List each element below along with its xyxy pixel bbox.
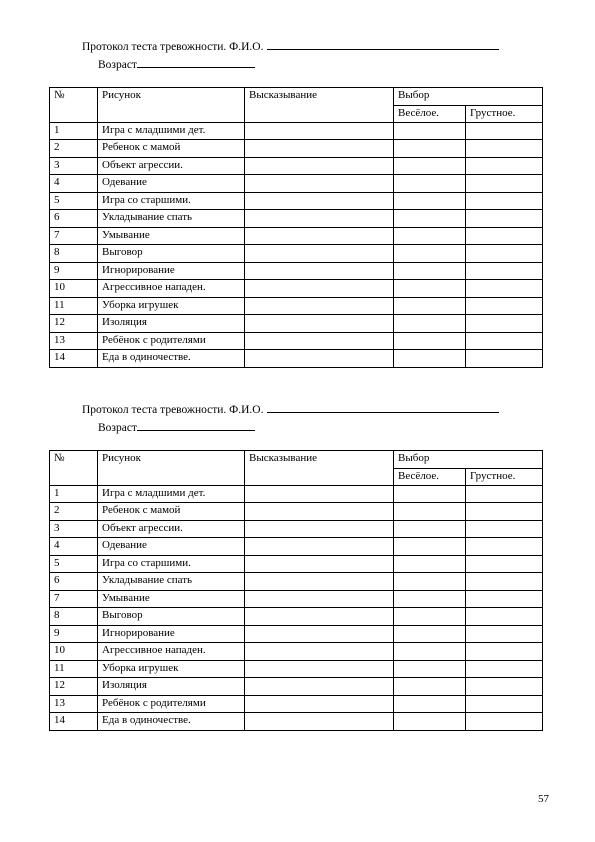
protocol-title: Протокол теста тревожности. Ф.И.О.	[82, 41, 264, 53]
row-sad-cell[interactable]	[466, 175, 543, 193]
row-number: 5	[50, 555, 98, 573]
row-sad-cell[interactable]	[466, 625, 543, 643]
row-cheerful-cell[interactable]	[394, 678, 466, 696]
row-cheerful-cell[interactable]	[394, 555, 466, 573]
table-row	[50, 245, 543, 263]
row-sad-cell[interactable]	[466, 590, 543, 608]
header-statement: Высказывание	[245, 88, 394, 123]
row-statement-cell[interactable]	[245, 262, 394, 280]
row-picture: Агрессивное нападен.	[98, 643, 245, 661]
row-cheerful-cell[interactable]	[394, 262, 466, 280]
row-statement-cell[interactable]	[245, 175, 394, 193]
row-picture: Игнорирование	[98, 625, 245, 643]
row-statement-cell[interactable]	[245, 280, 394, 298]
row-statement-cell[interactable]	[245, 350, 394, 368]
row-number: 8	[50, 245, 98, 263]
row-picture: Игра с младшими дет.	[98, 485, 245, 503]
row-sad-cell[interactable]	[466, 538, 543, 556]
row-number: 2	[50, 503, 98, 521]
row-statement-cell[interactable]	[245, 245, 394, 263]
table-row	[50, 332, 543, 350]
row-picture: Ребёнок с родителями	[98, 695, 245, 713]
row-number: 14	[50, 350, 98, 368]
row-number: 3	[50, 520, 98, 538]
row-cheerful-cell[interactable]	[394, 210, 466, 228]
row-sad-cell[interactable]	[466, 660, 543, 678]
row-number: 14	[50, 713, 98, 731]
row-cheerful-cell[interactable]	[394, 485, 466, 503]
row-number: 13	[50, 695, 98, 713]
row-cheerful-cell[interactable]	[394, 332, 466, 350]
protocol-title: Протокол теста тревожности. Ф.И.О.	[82, 404, 264, 416]
row-picture: Игра со старшими.	[98, 192, 245, 210]
row-sad-cell[interactable]	[466, 297, 543, 315]
age-blank-field[interactable]	[137, 56, 255, 68]
header-choice: Выбор	[394, 451, 543, 469]
page-number: 57	[538, 793, 549, 805]
table-row	[50, 315, 543, 333]
table-row	[50, 520, 543, 538]
protocol-table	[49, 87, 543, 368]
name-blank-field[interactable]	[267, 401, 499, 413]
row-cheerful-cell[interactable]	[394, 520, 466, 538]
row-cheerful-cell[interactable]	[394, 590, 466, 608]
row-sad-cell[interactable]	[466, 520, 543, 538]
row-picture: Игра с младшими дет.	[98, 122, 245, 140]
row-sad-cell[interactable]	[466, 643, 543, 661]
row-sad-cell[interactable]	[466, 245, 543, 263]
row-statement-cell[interactable]	[245, 122, 394, 140]
row-number: 1	[50, 122, 98, 140]
header-picture: Рисунок	[98, 88, 245, 123]
table-row	[50, 485, 543, 503]
table-row	[50, 643, 543, 661]
row-picture: Игнорирование	[98, 262, 245, 280]
name-blank-field[interactable]	[267, 38, 499, 50]
row-cheerful-cell[interactable]	[394, 315, 466, 333]
row-sad-cell[interactable]	[466, 608, 543, 626]
table-body	[50, 485, 543, 730]
row-picture: Объект агрессии.	[98, 157, 245, 175]
row-statement-cell[interactable]	[245, 660, 394, 678]
age-label: Возраст	[98, 422, 137, 434]
row-cheerful-cell[interactable]	[394, 503, 466, 521]
row-sad-cell[interactable]	[466, 140, 543, 158]
row-sad-cell[interactable]	[466, 227, 543, 245]
table-row	[50, 297, 543, 315]
protocol-title-line	[82, 401, 499, 417]
row-picture: Ребенок с мамой	[98, 503, 245, 521]
table-row	[50, 590, 543, 608]
row-sad-cell[interactable]	[466, 332, 543, 350]
age-label: Возраст	[98, 59, 137, 71]
row-number: 4	[50, 538, 98, 556]
row-number: 13	[50, 332, 98, 350]
row-number: 8	[50, 608, 98, 626]
row-statement-cell[interactable]	[245, 297, 394, 315]
row-cheerful-cell[interactable]	[394, 695, 466, 713]
row-number: 9	[50, 262, 98, 280]
table-row	[50, 713, 543, 731]
row-sad-cell[interactable]	[466, 315, 543, 333]
row-number: 12	[50, 315, 98, 333]
row-sad-cell[interactable]	[466, 695, 543, 713]
row-statement-cell[interactable]	[245, 695, 394, 713]
row-picture: Умывание	[98, 227, 245, 245]
row-statement-cell[interactable]	[245, 210, 394, 228]
row-number: 5	[50, 192, 98, 210]
row-statement-cell[interactable]	[245, 555, 394, 573]
row-number: 10	[50, 643, 98, 661]
row-cheerful-cell[interactable]	[394, 350, 466, 368]
table-row	[50, 538, 543, 556]
row-number: 9	[50, 625, 98, 643]
row-sad-cell[interactable]	[466, 555, 543, 573]
table-row	[50, 140, 543, 158]
header-num: №	[50, 451, 98, 486]
table-row	[50, 625, 543, 643]
row-statement-cell[interactable]	[245, 643, 394, 661]
row-picture: Одевание	[98, 175, 245, 193]
table-row	[50, 608, 543, 626]
protocol-table	[49, 450, 543, 731]
row-cheerful-cell[interactable]	[394, 122, 466, 140]
row-picture: Объект агрессии.	[98, 520, 245, 538]
row-cheerful-cell[interactable]	[394, 625, 466, 643]
row-picture: Еда в одиночестве.	[98, 713, 245, 731]
row-number: 6	[50, 573, 98, 591]
table-body	[50, 122, 543, 367]
table-row	[50, 695, 543, 713]
table-row	[50, 573, 543, 591]
row-cheerful-cell[interactable]	[394, 573, 466, 591]
row-statement-cell[interactable]	[245, 520, 394, 538]
row-picture: Еда в одиночестве.	[98, 350, 245, 368]
row-cheerful-cell[interactable]	[394, 713, 466, 731]
row-picture: Игра со старшими.	[98, 555, 245, 573]
row-picture: Укладывание спать	[98, 573, 245, 591]
row-picture: Уборка игрушек	[98, 660, 245, 678]
row-picture: Ребёнок с родителями	[98, 332, 245, 350]
row-sad-cell[interactable]	[466, 573, 543, 591]
row-statement-cell[interactable]	[245, 192, 394, 210]
row-number: 3	[50, 157, 98, 175]
header-statement: Высказывание	[245, 451, 394, 486]
table-row	[50, 660, 543, 678]
age-line	[98, 419, 255, 435]
header-choice: Выбор	[394, 88, 543, 106]
row-number: 1	[50, 485, 98, 503]
row-cheerful-cell[interactable]	[394, 608, 466, 626]
row-cheerful-cell[interactable]	[394, 192, 466, 210]
row-statement-cell[interactable]	[245, 573, 394, 591]
header-sad: Грустное.	[466, 105, 543, 122]
row-cheerful-cell[interactable]	[394, 227, 466, 245]
table-row	[50, 227, 543, 245]
row-number: 12	[50, 678, 98, 696]
row-picture: Уборка игрушек	[98, 297, 245, 315]
table-row	[50, 122, 543, 140]
table-row	[50, 280, 543, 298]
row-statement-cell[interactable]	[245, 538, 394, 556]
row-sad-cell[interactable]	[466, 713, 543, 731]
row-picture: Выговор	[98, 245, 245, 263]
row-number: 7	[50, 590, 98, 608]
row-cheerful-cell[interactable]	[394, 297, 466, 315]
row-statement-cell[interactable]	[245, 590, 394, 608]
row-number: 4	[50, 175, 98, 193]
row-picture: Выговор	[98, 608, 245, 626]
row-cheerful-cell[interactable]	[394, 157, 466, 175]
row-number: 7	[50, 227, 98, 245]
row-number: 6	[50, 210, 98, 228]
table-header-row	[50, 451, 543, 469]
row-number: 11	[50, 297, 98, 315]
row-cheerful-cell[interactable]	[394, 538, 466, 556]
row-number: 10	[50, 280, 98, 298]
row-sad-cell[interactable]	[466, 503, 543, 521]
row-picture: Изоляция	[98, 678, 245, 696]
row-statement-cell[interactable]	[245, 608, 394, 626]
age-blank-field[interactable]	[137, 419, 255, 431]
row-statement-cell[interactable]	[245, 157, 394, 175]
age-line	[98, 56, 255, 72]
header-cheerful: Весёлое.	[394, 468, 466, 485]
row-number: 11	[50, 660, 98, 678]
row-picture: Укладывание спать	[98, 210, 245, 228]
row-cheerful-cell[interactable]	[394, 140, 466, 158]
table-row	[50, 175, 543, 193]
row-sad-cell[interactable]	[466, 678, 543, 696]
row-cheerful-cell[interactable]	[394, 245, 466, 263]
row-statement-cell[interactable]	[245, 678, 394, 696]
table-row	[50, 157, 543, 175]
header-sad: Грустное.	[466, 468, 543, 485]
table-row	[50, 192, 543, 210]
row-sad-cell[interactable]	[466, 350, 543, 368]
header-cheerful: Весёлое.	[394, 105, 466, 122]
row-statement-cell[interactable]	[245, 315, 394, 333]
table-row	[50, 210, 543, 228]
table-row	[50, 555, 543, 573]
row-statement-cell[interactable]	[245, 227, 394, 245]
row-sad-cell[interactable]	[466, 192, 543, 210]
row-sad-cell[interactable]	[466, 157, 543, 175]
row-statement-cell[interactable]	[245, 332, 394, 350]
row-picture: Ребенок с мамой	[98, 140, 245, 158]
table-row	[50, 503, 543, 521]
table-row	[50, 678, 543, 696]
row-cheerful-cell[interactable]	[394, 660, 466, 678]
header-num: №	[50, 88, 98, 123]
row-statement-cell[interactable]	[245, 625, 394, 643]
table-row	[50, 350, 543, 368]
row-statement-cell[interactable]	[245, 713, 394, 731]
row-sad-cell[interactable]	[466, 280, 543, 298]
row-cheerful-cell[interactable]	[394, 643, 466, 661]
row-statement-cell[interactable]	[245, 503, 394, 521]
row-statement-cell[interactable]	[245, 485, 394, 503]
table-row	[50, 262, 543, 280]
row-picture: Умывание	[98, 590, 245, 608]
header-picture: Рисунок	[98, 451, 245, 486]
row-statement-cell[interactable]	[245, 140, 394, 158]
row-cheerful-cell[interactable]	[394, 175, 466, 193]
row-picture: Одевание	[98, 538, 245, 556]
row-number: 2	[50, 140, 98, 158]
row-picture: Изоляция	[98, 315, 245, 333]
row-picture: Агрессивное нападен.	[98, 280, 245, 298]
row-sad-cell[interactable]	[466, 485, 543, 503]
table-header-row	[50, 88, 543, 106]
row-cheerful-cell[interactable]	[394, 280, 466, 298]
row-sad-cell[interactable]	[466, 122, 543, 140]
protocol-title-line	[82, 38, 499, 54]
row-sad-cell[interactable]	[466, 262, 543, 280]
row-sad-cell[interactable]	[466, 210, 543, 228]
